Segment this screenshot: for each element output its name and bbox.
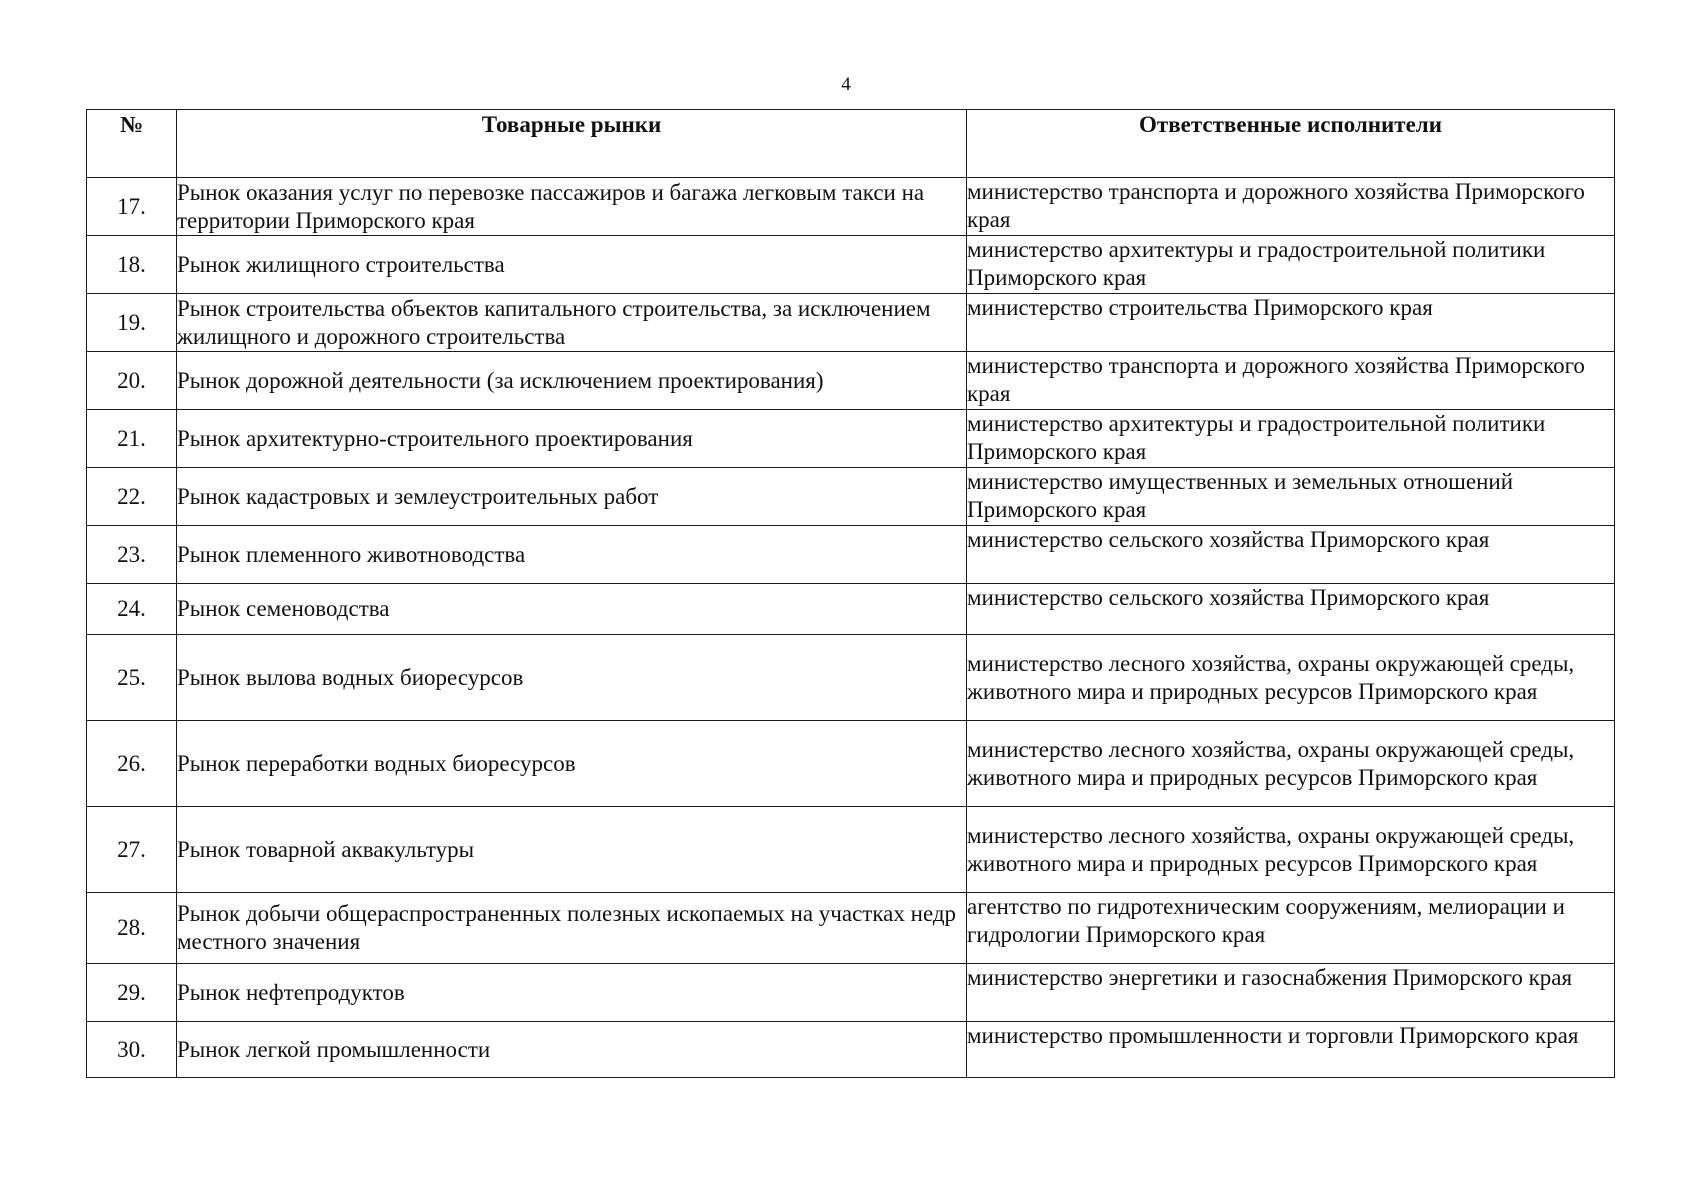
row-executors: министерство промышленности и торговли Приморского края <box>967 1022 1615 1078</box>
row-market: Рынок легкой промышленности <box>177 1022 967 1078</box>
table-row <box>87 584 1615 635</box>
row-executors: министерство лесного хозяйства, охраны окружающей среды, животного мира и природных ресурсов Приморского края <box>967 807 1615 893</box>
table-row <box>87 294 1615 352</box>
row-market: Рынок архитектурно-строительного проектирования <box>177 410 967 468</box>
row-executors: министерство энергетики и газоснабжения Приморского края <box>967 964 1615 1022</box>
row-number: 30. <box>87 1022 177 1078</box>
markets-table <box>86 109 1615 1078</box>
row-number: 25. <box>87 635 177 721</box>
header-markets: Товарные рынки <box>177 110 967 178</box>
table-header-row <box>87 110 1615 178</box>
header-executors: Ответственные исполнители <box>967 110 1615 178</box>
table-row <box>87 635 1615 721</box>
row-market: Рынок переработки водных биоресурсов <box>177 721 967 807</box>
table-row <box>87 410 1615 468</box>
row-market: Рынок жилищного строительства <box>177 236 967 294</box>
row-executors: министерство архитектуры и градостроительной политики Приморского края <box>967 410 1615 468</box>
table-row <box>87 964 1615 1022</box>
table-row <box>87 352 1615 410</box>
row-market: Рынок вылова водных биоресурсов <box>177 635 967 721</box>
row-number: 21. <box>87 410 177 468</box>
row-market: Рынок добычи общераспространенных полезных ископаемых на участках недр местного значения <box>177 893 967 964</box>
row-executors: агентство по гидротехническим сооружениям, мелиорации и гидрологии Приморского края <box>967 893 1615 964</box>
table-row <box>87 721 1615 807</box>
row-number: 23. <box>87 526 177 584</box>
row-number: 20. <box>87 352 177 410</box>
row-market: Рынок нефтепродуктов <box>177 964 967 1022</box>
row-executors: министерство лесного хозяйства, охраны окружающей среды, животного мира и природных ресурсов Приморского края <box>967 635 1615 721</box>
row-market: Рынок строительства объектов капитального строительства, за исключением жилищного и дорожного строительства <box>177 294 967 352</box>
row-market: Рынок семеноводства <box>177 584 967 635</box>
row-executors: министерство транспорта и дорожного хозяйства Приморского края <box>967 352 1615 410</box>
table-row <box>87 468 1615 526</box>
row-market: Рынок племенного животноводства <box>177 526 967 584</box>
table-row <box>87 236 1615 294</box>
row-executors: министерство транспорта и дорожного хозяйства Приморского края <box>967 178 1615 236</box>
row-number: 18. <box>87 236 177 294</box>
table-row <box>87 893 1615 964</box>
table-row <box>87 1022 1615 1078</box>
row-number: 29. <box>87 964 177 1022</box>
row-market: Рынок оказания услуг по перевозке пассажиров и багажа легковым такси на территории Приморского края <box>177 178 967 236</box>
row-market: Рынок кадастровых и землеустроительных работ <box>177 468 967 526</box>
row-executors: министерство строительства Приморского края <box>967 294 1615 352</box>
row-executors: министерство имущественных и земельных отношений Приморского края <box>967 468 1615 526</box>
row-market: Рынок дорожной деятельности (за исключением проектирования) <box>177 352 967 410</box>
table-row <box>87 807 1615 893</box>
page-number: 4 <box>841 74 851 95</box>
row-market: Рынок товарной аквакультуры <box>177 807 967 893</box>
row-number: 28. <box>87 893 177 964</box>
row-executors: министерство сельского хозяйства Приморского края <box>967 526 1615 584</box>
row-number: 24. <box>87 584 177 635</box>
row-number: 19. <box>87 294 177 352</box>
row-number: 26. <box>87 721 177 807</box>
table-row <box>87 178 1615 236</box>
row-executors: министерство сельского хозяйства Приморского края <box>967 584 1615 635</box>
header-number: № <box>87 110 177 178</box>
row-executors: министерство архитектуры и градостроительной политики Приморского края <box>967 236 1615 294</box>
row-number: 27. <box>87 807 177 893</box>
row-number: 22. <box>87 468 177 526</box>
table-row <box>87 526 1615 584</box>
row-executors: министерство лесного хозяйства, охраны окружающей среды, животного мира и природных ресурсов Приморского края <box>967 721 1615 807</box>
row-number: 17. <box>87 178 177 236</box>
